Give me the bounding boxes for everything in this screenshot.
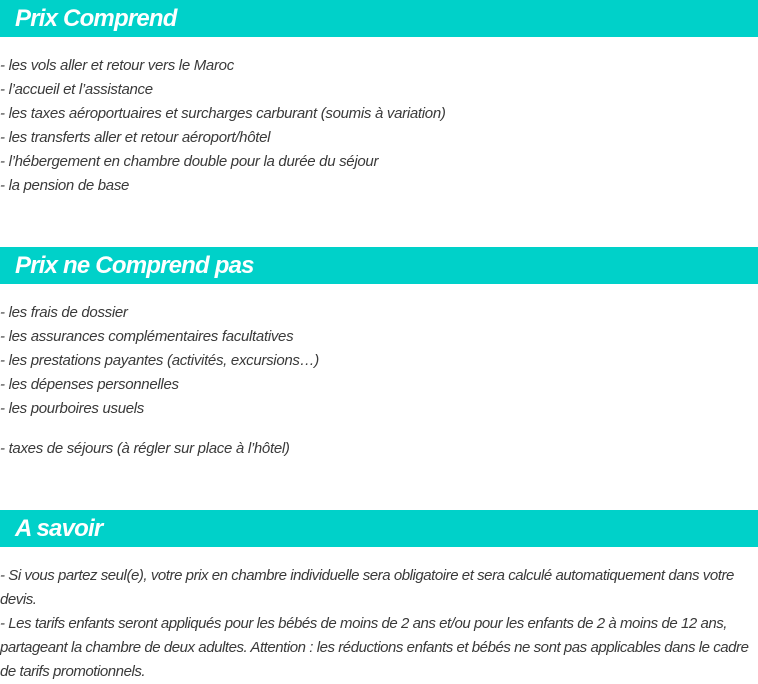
section-title: Prix ne Comprend pas <box>15 252 254 279</box>
list-item: - les frais de dossier <box>0 304 128 321</box>
list-item: - les vols aller et retour vers le Maroc <box>0 57 234 74</box>
list-item: - les taxes aéroportuaires et surcharges carburant (soumis à variation) <box>0 105 446 122</box>
list-item: - les prestations payantes (activités, excursions…) <box>0 352 319 369</box>
section-title: Prix Comprend <box>15 5 177 32</box>
included-list <box>0 54 758 198</box>
list-item: - taxes de séjours (à régler sur place à l’hôtel) <box>0 440 290 457</box>
list-item: - la pension de base <box>0 177 130 194</box>
not-included-list <box>0 301 758 461</box>
info-paragraph-child-rates: - Les tarifs enfants seront appliqués pour les bébés de moins de 2 ans et/ou pour les enfants de 2 à moins de 12 ans, partageant la chambre de deux adultes. Attention : les réductions enfants et bébés ne sont pas applicables dans le cadre de tarifs promotionnels. <box>0 615 749 680</box>
section-header-prix-comprend <box>0 0 758 37</box>
list-item: - les assurances complémentaires facultatives <box>0 328 294 345</box>
info-paragraph-single-room: - Si vous partez seul(e), votre prix en chambre individuelle sera obligatoire et sera calculé automatiquement dans votre devis. <box>0 567 734 608</box>
list-item: - les pourboires usuels <box>0 400 145 417</box>
list-item: - les transferts aller et retour aéroport/hôtel <box>0 129 271 146</box>
section-header-prix-ne-comprend-pas <box>0 247 758 284</box>
section-header-a-savoir <box>0 510 758 547</box>
list-item: - l’hébergement en chambre double pour la durée du séjour <box>0 153 379 170</box>
section-title: A savoir <box>15 515 103 542</box>
list-item: - les dépenses personnelles <box>0 376 179 393</box>
list-item: - l’accueil et l’assistance <box>0 81 153 98</box>
